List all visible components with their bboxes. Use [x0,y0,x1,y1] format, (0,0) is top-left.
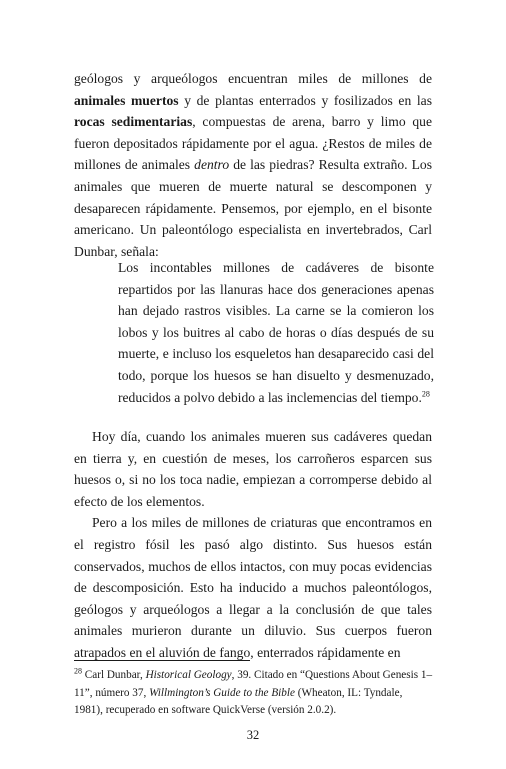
body-paragraph-2: Hoy día, cuando los animales mueren sus cadáveres quedan en tierra y, en cuestión de meses, los carroñeros esparcen sus huesos o, si no los toca nadie, empiezan a corromperse debido al efecto de los elementos. [74,429,432,509]
footnote-text-3: (Wheaton, IL: Tyndale, 1981), recuperado en software QuickVerse (versión 2.0.2). [74,686,403,716]
footnote-number: 28 [74,666,82,676]
footnote [74,667,434,720]
quote-text: Los incontables millones de cadáveres de bisonte repartidos por las llanuras hace dos generaciones apenas han dejado rastros visibles. La carne se la comieron los lobos y los buitres al cabo de horas o días después de su muerte, e incluso los esqueletos han desaparecido casi del todo, porque los huesos se han disuelto y desmenuzado, reducidos a polvo debido a las inclemencias del tiempo. [118,260,434,405]
footnote-reference: 28 [421,389,430,399]
block-quote [118,257,434,408]
footnote-title-2: Willmington’s Guide to the Bible [149,686,295,699]
footnote-text-2: , 39. Citado en “Questions About Genesis 1–11”, número 37, [74,669,433,699]
footnote-divider [74,660,250,661]
para1-text-3: , compuestas de arena, barro y limo que fueron depositados rápidamente por el agua. ¿Restos de miles de millones de animales [74,114,433,173]
para1-text-1: geólogos y arqueólogos encuentran miles de millones de [74,71,432,86]
body-paragraph-1 [74,68,432,262]
para1-text-4: de las piedras? Resulta extraño. Los animales que mueren de muerte natural se descomponen y desaparecen rápidamente. Pensemos, por ejemplo, en el bisonte americano. Un paleontólogo especialista en invertebrados, Carl Dunbar, señala: [74,157,433,259]
body-paragraphs-2 [74,426,432,664]
bold-term-animales-muertos: animales muertos [74,92,179,108]
italic-dentro: dentro [194,157,230,173]
body-paragraph-3: Pero a los miles de millones de criaturas que encontramos en el registro fósil les pasó algo distinto. Sus huesos están conservados, muchos de ellos intactos, con muy pocas evidencias de descomposición. Esto ha inducido a muchos paleontólogos, geólogos y arqueólogos a llegar a la conclusión de que tales animales murieron durante un diluvio. Sus cuerpos fueron atrapados en el aluvión de fango, enterrados rápidamente en [74,515,432,660]
para1-text-2: y de plantas enterrados y fosilizados en las [178,92,432,108]
footnote-text-1: Carl Dunbar, [82,669,146,681]
footnote-title-1: Historical Geology [145,669,232,681]
page-number: 32 [246,728,260,742]
bold-term-rocas-sedimentarias: rocas sedimentarias [74,114,193,130]
